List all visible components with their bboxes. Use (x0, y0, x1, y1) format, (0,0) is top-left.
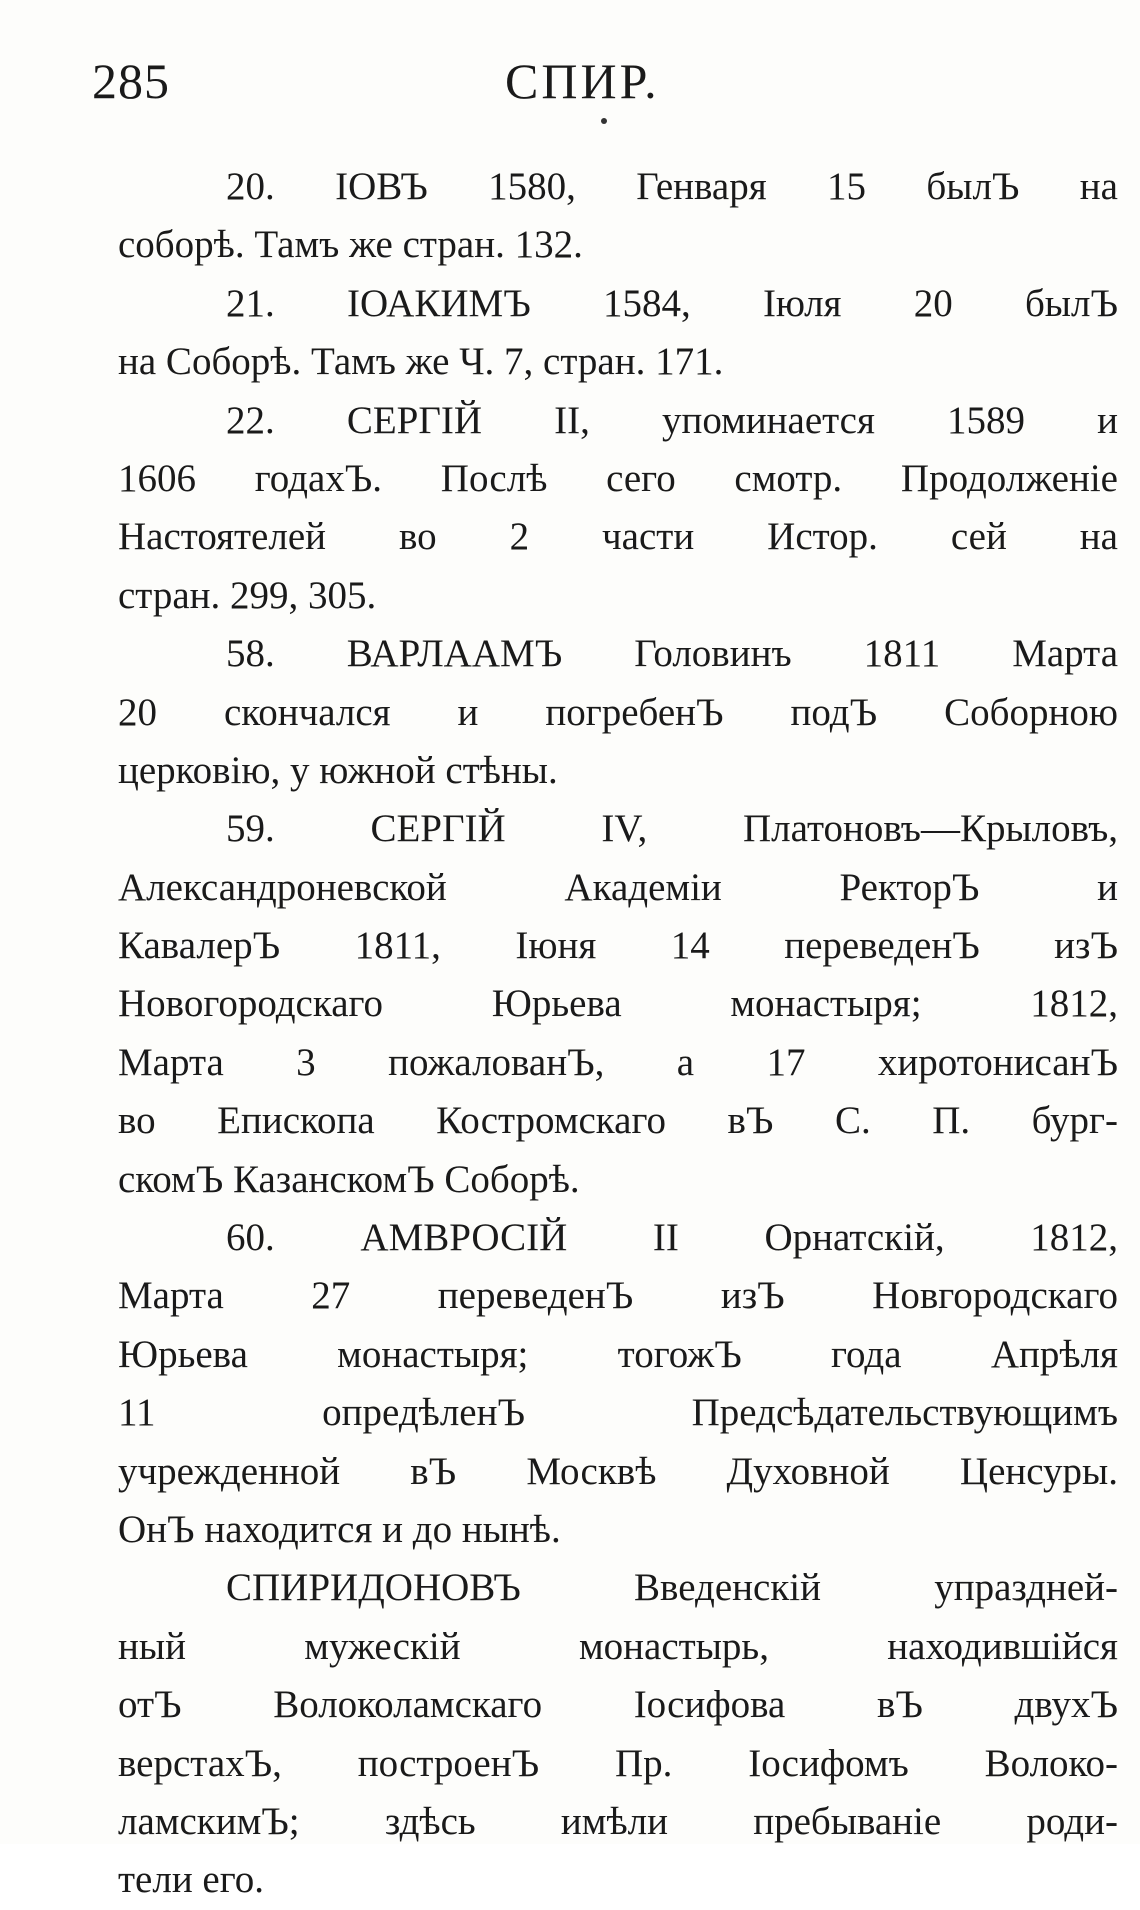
text-line: Новогородскаго Юрьева монастыря; 1812, (118, 982, 1118, 1026)
text-line: 60. АМВРОСІЙ II Орнатскій, 1812, (226, 1216, 1118, 1260)
text-line: КавалерЪ 1811, Іюня 14 переведенЪ изЪ (118, 924, 1118, 968)
page-header (0, 52, 1140, 122)
text-line: верстахЪ, построенЪ Пр. Іосифомъ Волоко- (118, 1741, 1118, 1785)
page-number: 285 (92, 53, 170, 109)
text-line: тели его. (118, 1858, 265, 1902)
text-line: Марта 3 пожалованЪ, а 17 хиротонисанЪ (118, 1040, 1118, 1084)
text-line: ламскимЪ; здѣсь имѣли пребываніе роди- (118, 1799, 1118, 1843)
text-line: 59. СЕРГІЙ IV, Платоновъ—Крыловъ, (226, 807, 1118, 851)
text-line: отЪ Волоколамскаго Іосифова вЪ двухЪ (118, 1683, 1118, 1727)
text-line: Александроневской Академіи РекторЪ и (118, 865, 1118, 909)
text-line: ОнЪ находится и до нынѣ. (118, 1507, 561, 1551)
text-line: Настоятелей во 2 части Истор. сей на (118, 515, 1118, 559)
text-line: церковію, у южной стѣны. (118, 748, 558, 792)
text-line: во Епископа Костромскаго вЪ С. П. бург- (118, 1099, 1118, 1143)
text-line: скомЪ КазанскомЪ Соборѣ. (118, 1157, 580, 1201)
text-line: СПИРИДОНОВЪ Введенскій упраздней- (226, 1566, 1118, 1610)
text-line: 58. ВАРЛААМЪ Головинъ 1811 Марта (226, 632, 1118, 676)
text-line: 22. СЕРГІЙ II, упоминается 1589 и (226, 398, 1118, 442)
text-line: ный мужескій монастырь, находившійся (118, 1624, 1118, 1668)
text-line: соборѣ. Тамъ же стран. 132. (118, 223, 583, 267)
text-line: 20. ІОВЪ 1580, Генваря 15 былЪ на (226, 165, 1118, 208)
text-line: 20 скончался и погребенЪ подЪ Соборною (118, 690, 1118, 734)
text-line: Марта 27 переведенЪ изЪ Новгородскаго (118, 1274, 1118, 1318)
body-text (118, 158, 1118, 1910)
running-head: СПИР. (505, 53, 660, 109)
printer-dot (601, 118, 607, 124)
text-line: 1606 годахЪ. Послѣ сего смотр. Продолженіе (118, 456, 1118, 500)
text-line: Юрьева монастыря; тогожЪ года Апрѣля (118, 1332, 1118, 1376)
text-line: стран. 299, 305. (118, 573, 377, 617)
text-line: 11 опредѣленЪ Предсѣдательствующимъ (118, 1391, 1118, 1435)
text-line: учрежденной вЪ Москвѣ Духовной Ценсуры. (118, 1449, 1118, 1493)
text-line: на Соборѣ. Тамъ же Ч. 7, стран. 171. (118, 340, 724, 384)
text-line: 21. ІОАКИМЪ 1584, Іюля 20 былЪ (226, 281, 1118, 325)
